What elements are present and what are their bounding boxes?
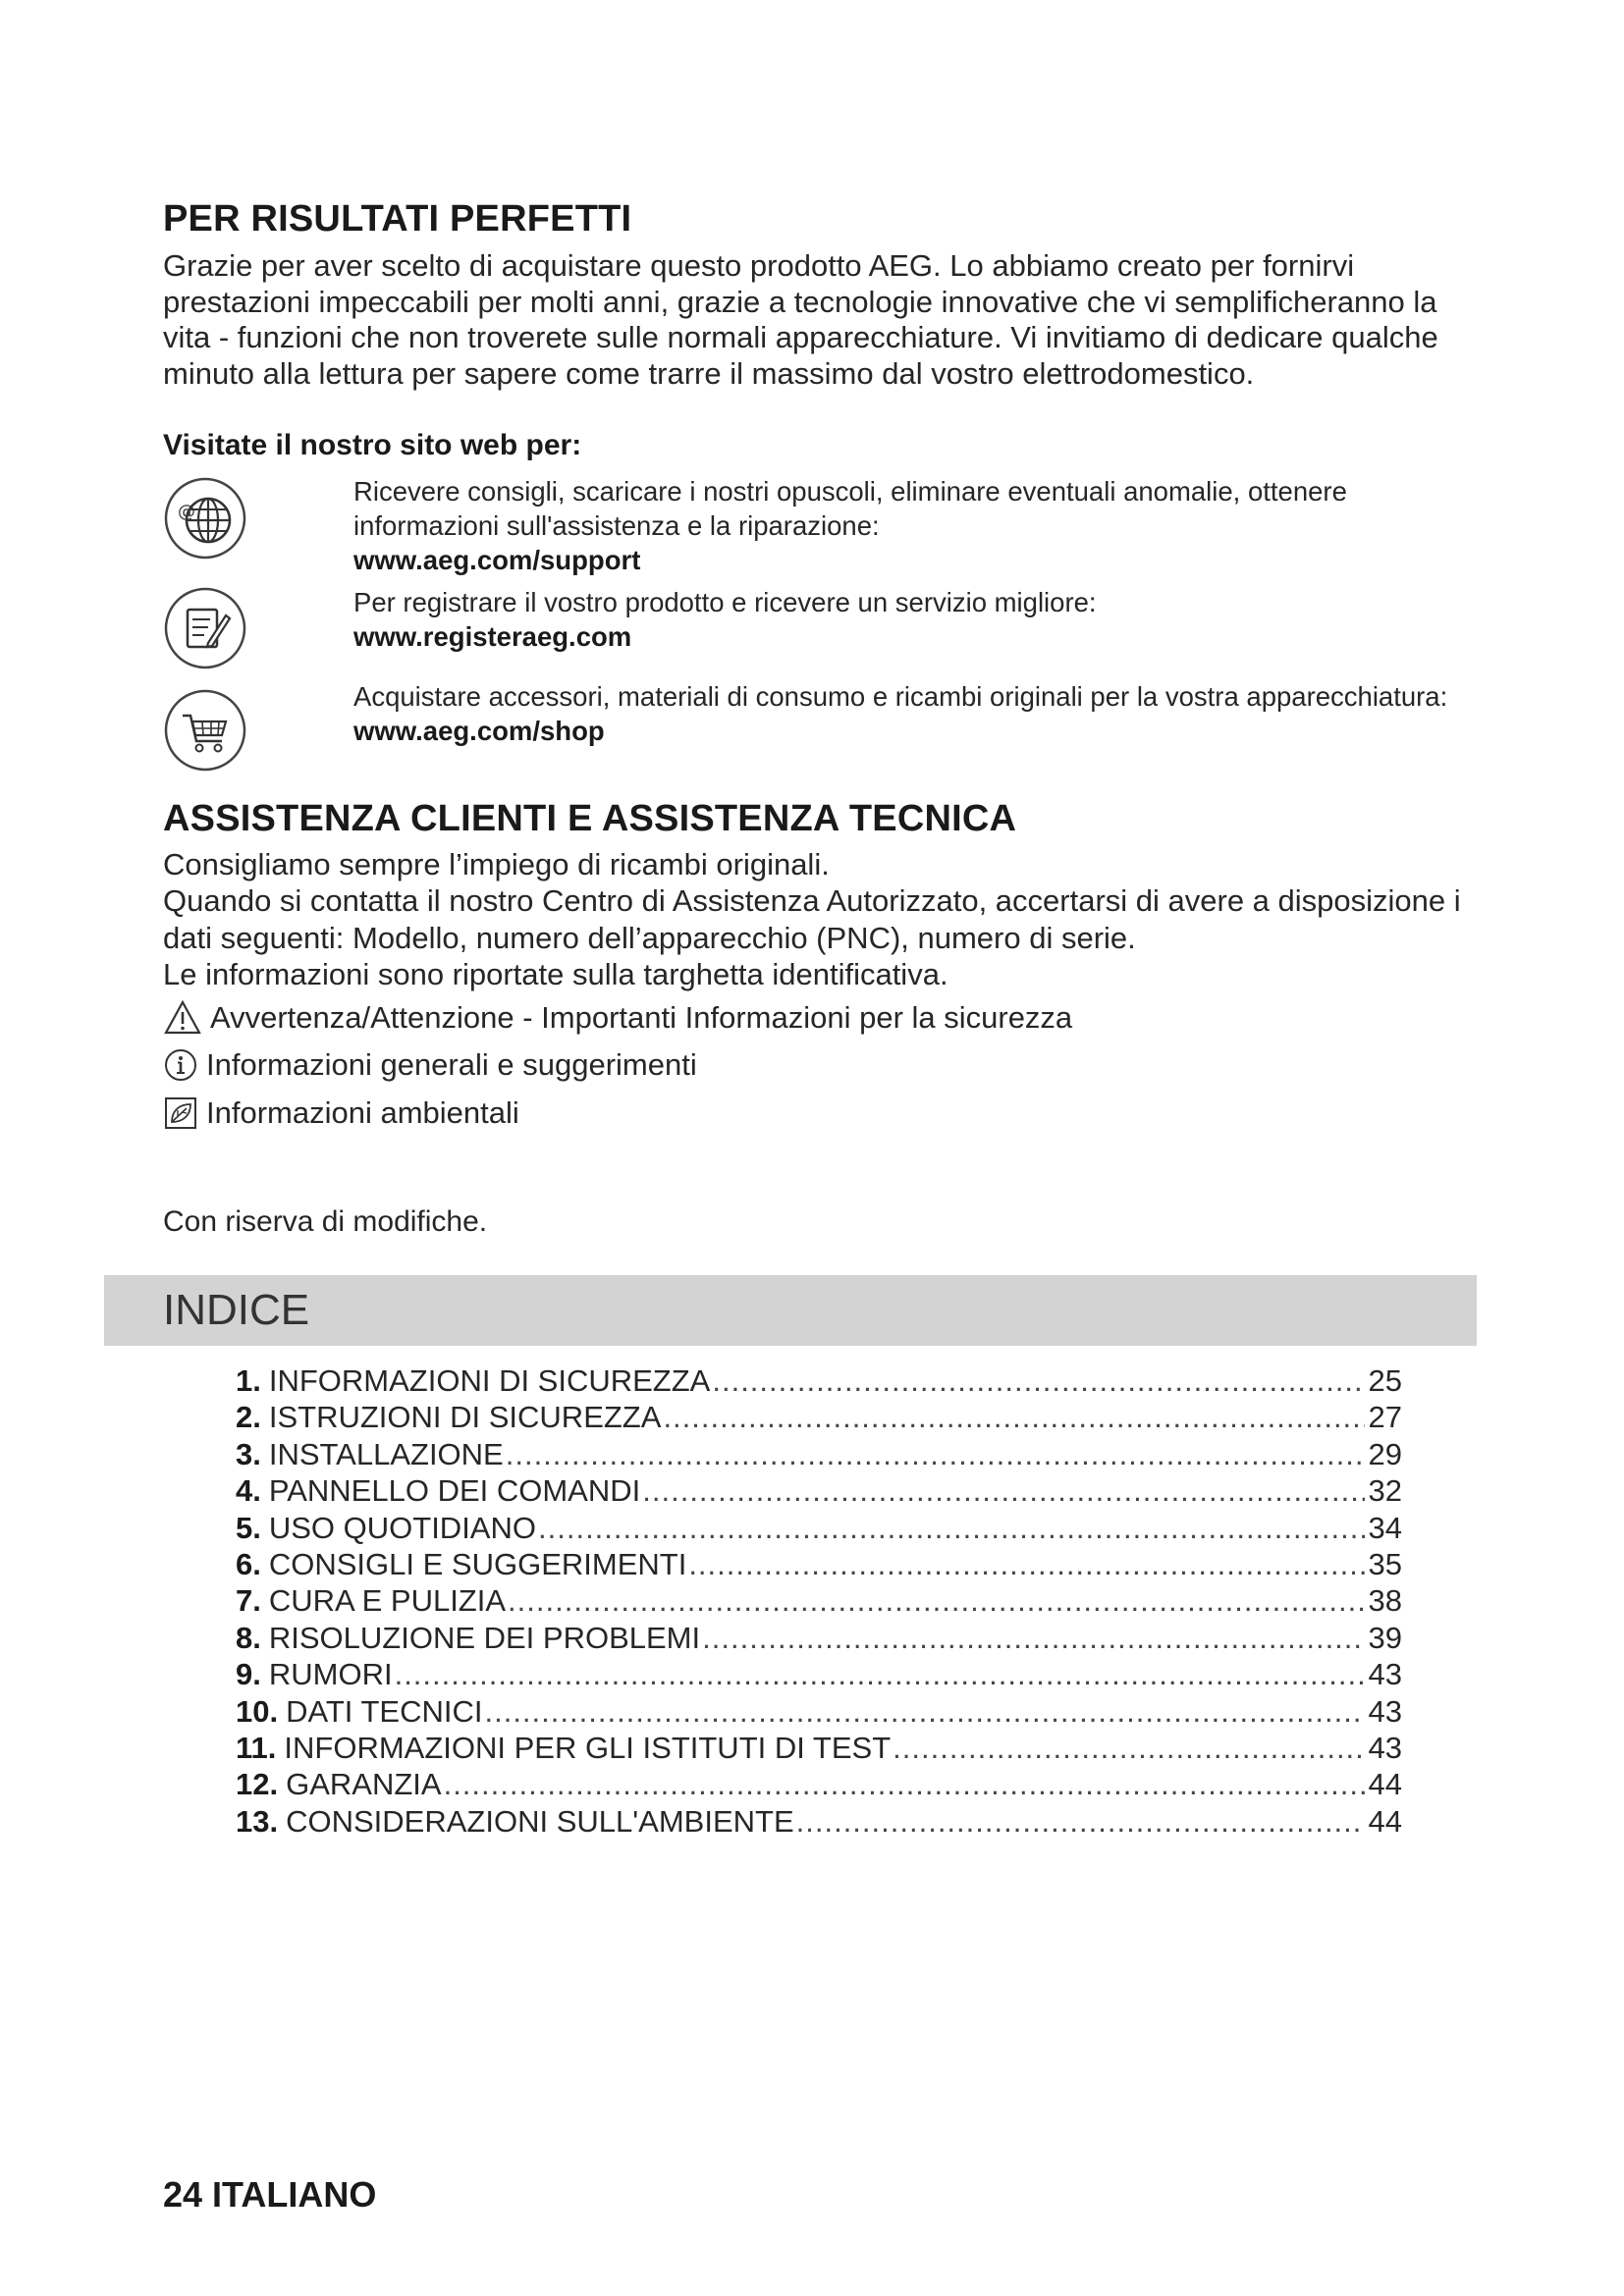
warning-icon	[163, 999, 202, 1037]
toc-entry[interactable]	[236, 1547, 1402, 1583]
toc-entry-label: INFORMAZIONI PER GLI ISTITUTI DI TEST	[284, 1730, 892, 1765]
toc-leader-dots	[506, 1437, 1365, 1472]
toc-entry-number: 10.	[236, 1693, 279, 1729]
toc-entry-label: ISTRUZIONI DI SICUREZZA	[268, 1400, 662, 1435]
service-line-3: Le informazioni sono riportate sulla targhetta identificativa.	[163, 957, 948, 991]
toc-entry-page: 25	[1368, 1363, 1402, 1398]
toc-entry-page: 35	[1368, 1546, 1402, 1581]
toc-entry-page: 39	[1368, 1620, 1402, 1655]
toc-entry-page: 43	[1368, 1657, 1402, 1692]
toc-entry-number: 3.	[236, 1436, 261, 1471]
toc-entry-page: 44	[1368, 1803, 1402, 1839]
toc-entry-label: USO QUOTIDIANO	[268, 1510, 536, 1545]
toc-entry-page: 44	[1368, 1767, 1402, 1802]
toc-leader-dots	[444, 1767, 1365, 1802]
section-title-customer-service: ASSISTENZA CLIENTI E ASSISTENZA TECNICA	[163, 798, 1017, 839]
toc-leader-dots	[484, 1694, 1365, 1730]
toc-leader-dots	[395, 1657, 1365, 1692]
toc-leader-dots	[796, 1804, 1365, 1840]
shop-description: Acquistare accessori, materiali di consumo e ricambi originali per la vostra apparecchiatura:	[353, 681, 1448, 712]
toc-entry-label: PANNELLO DEI COMANDI	[268, 1473, 641, 1509]
support-url[interactable]: www.aeg.com/support	[353, 545, 641, 575]
register-description: Per registrare il vostro prodotto e ricevere un servizio migliore:	[353, 587, 1097, 617]
toc-leader-dots	[663, 1400, 1365, 1435]
toc-entry[interactable]	[236, 1511, 1402, 1547]
toc-entry[interactable]	[236, 1731, 1402, 1767]
toc-entry-label: CONSIGLI E SUGGERIMENTI	[268, 1546, 687, 1581]
toc-entry[interactable]	[236, 1473, 1402, 1510]
service-line-1: Consigliamo sempre l’impiego di ricambi originali.	[163, 847, 830, 881]
toc-leader-dots	[702, 1621, 1365, 1656]
toc-entry-label: RISOLUZIONE DEI PROBLEMI	[268, 1620, 701, 1655]
toc-entry[interactable]	[236, 1583, 1402, 1620]
register-icon	[163, 586, 247, 670]
toc-leader-dots	[893, 1731, 1365, 1766]
symbol-warning-text: Avvertenza/Attenzione - Importanti Informazioni per la sicurezza	[210, 1000, 1073, 1035]
toc-entry-number: 13.	[236, 1803, 279, 1839]
toc-entry[interactable]	[236, 1804, 1402, 1841]
toc-entry-page: 43	[1368, 1693, 1402, 1729]
toc-entry-label: RUMORI	[268, 1657, 393, 1692]
page-footer: 24 ITALIANO	[163, 2174, 377, 2215]
toc-entry-page: 43	[1368, 1730, 1402, 1765]
toc-leader-dots	[688, 1547, 1365, 1582]
toc-entry-number: 1.	[236, 1363, 261, 1398]
toc-leader-dots	[508, 1583, 1365, 1619]
toc-entry[interactable]	[236, 1437, 1402, 1473]
toc-entry-number: 11.	[236, 1730, 277, 1765]
globe-icon	[163, 476, 247, 561]
environment-icon	[163, 1095, 198, 1131]
toc-entry-number: 6.	[236, 1546, 261, 1581]
toc-entry-label: INFORMAZIONI DI SICUREZZA	[268, 1363, 711, 1398]
support-link-row	[353, 474, 1453, 577]
toc-leader-dots	[712, 1363, 1365, 1399]
toc-entry-number: 4.	[236, 1473, 261, 1509]
support-description: Ricevere consigli, scaricare i nostri opuscoli, eliminare eventuali anomalie, ottenere informazioni sull'assistenza e la riparazione:	[353, 476, 1347, 541]
toc-entry-number: 5.	[236, 1510, 261, 1545]
toc-entry[interactable]	[236, 1400, 1402, 1436]
symbol-warning-row	[163, 999, 1072, 1037]
service-line-2: Quando si contatta il nostro Centro di Assistenza Autorizzato, accertarsi di avere a disposizione i dati seguenti: Modello, numero dell’apparecchio (PNC), numero di serie.	[163, 883, 1461, 955]
index-title: INDICE	[163, 1286, 310, 1334]
intro-paragraph: Grazie per aver scelto di acquistare questo prodotto AEG. Lo abbiamo creato per fornirvi prestazioni impeccabili per molti anni, grazie a tecnologie innovative che vi semplificheranno la vita - funzioni che non troverete sulle normali apparecchiature. Vi invitiamo di dedicare qualche minuto alla lettura per sapere come trarre il massimo dal vostro elettrodomestico.	[163, 248, 1438, 391]
symbol-info-row	[163, 1047, 697, 1083]
toc-entry-label: DATI TECNICI	[286, 1693, 483, 1729]
register-url[interactable]: www.registeraeg.com	[353, 621, 632, 652]
table-of-contents	[236, 1363, 1402, 1841]
symbol-info-text: Informazioni generali e suggerimenti	[206, 1047, 697, 1082]
toc-entry-page: 38	[1368, 1583, 1402, 1619]
svg-text:@: @	[178, 502, 195, 522]
symbol-environment-row	[163, 1095, 519, 1131]
toc-entry-page: 34	[1368, 1510, 1402, 1545]
toc-entry-label: CONSIDERAZIONI SULL'AMBIENTE	[286, 1803, 794, 1839]
shop-url[interactable]: www.aeg.com/shop	[353, 716, 605, 746]
toc-entry-page: 27	[1368, 1400, 1402, 1435]
toc-entry[interactable]	[236, 1621, 1402, 1657]
toc-entry[interactable]	[236, 1767, 1402, 1803]
toc-entry[interactable]	[236, 1694, 1402, 1731]
register-link-row	[353, 585, 1453, 654]
toc-leader-dots	[538, 1511, 1365, 1546]
toc-entry-number: 9.	[236, 1657, 261, 1692]
toc-entry-page: 29	[1368, 1436, 1402, 1471]
index-header-bar	[104, 1275, 1477, 1346]
reserve-note: Con riserva di modifiche.	[163, 1205, 488, 1238]
toc-entry-label: INSTALLAZIONE	[268, 1436, 504, 1471]
toc-entry-number: 2.	[236, 1400, 261, 1435]
toc-leader-dots	[642, 1473, 1365, 1509]
visit-website-label: Visitate il nostro sito web per:	[163, 429, 582, 461]
symbol-environment-text: Informazioni ambientali	[206, 1095, 519, 1130]
info-icon	[163, 1047, 198, 1083]
shop-link-row	[353, 679, 1453, 748]
toc-entry-page: 32	[1368, 1473, 1402, 1509]
toc-entry-label: GARANZIA	[286, 1767, 442, 1802]
cart-icon	[163, 688, 247, 773]
toc-entry[interactable]	[236, 1657, 1402, 1693]
toc-entry-number: 12.	[236, 1767, 279, 1802]
section-title-perfect-results: PER RISULTATI PERFETTI	[163, 198, 632, 240]
toc-entry-label: CURA E PULIZIA	[268, 1583, 507, 1619]
toc-entry[interactable]	[236, 1363, 1402, 1400]
toc-entry-number: 7.	[236, 1583, 261, 1619]
toc-entry-number: 8.	[236, 1620, 261, 1655]
